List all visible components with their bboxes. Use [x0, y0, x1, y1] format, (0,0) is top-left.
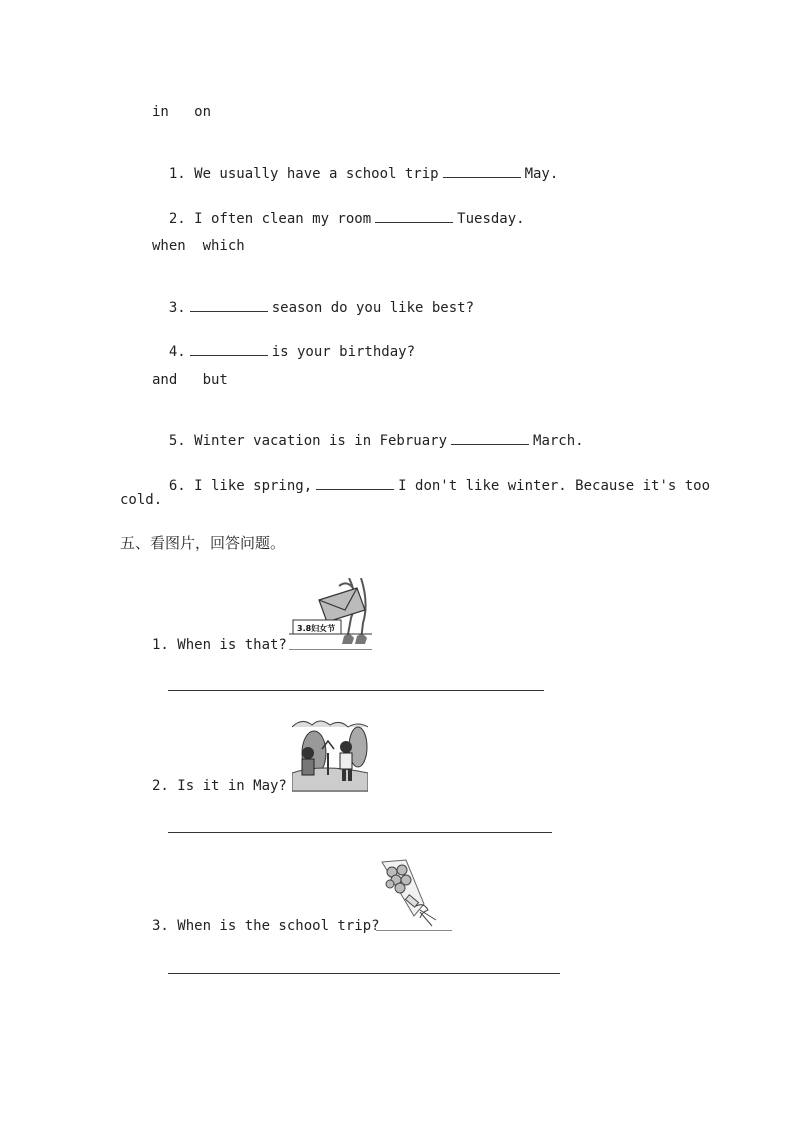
- question-6: [152, 461, 710, 494]
- womens-day-picture: [289, 578, 372, 650]
- picture-question-3: 3. When is the school trip?: [152, 918, 380, 934]
- flowers-icon: [376, 858, 452, 930]
- flower-bouquet-picture: [376, 858, 452, 931]
- word-choice-in-on: in on: [152, 104, 212, 120]
- question-4-number: 4.: [168, 344, 186, 360]
- question-2-end: Tuesday.: [457, 211, 525, 227]
- answer-blank[interactable]: [190, 299, 268, 312]
- question-3-number: 3.: [168, 300, 186, 316]
- picture-question-2: 2. Is it in May?: [152, 778, 287, 794]
- answer-blank[interactable]: [451, 432, 529, 445]
- question-2-text: 2. I often clean my room: [168, 211, 372, 227]
- question-1-text: 1. We usually have a school trip: [168, 166, 439, 182]
- question-4-text: is your birthday?: [271, 344, 416, 360]
- question-4: [152, 327, 415, 360]
- answer-blank[interactable]: [190, 343, 268, 356]
- question-5-end: March.: [533, 433, 584, 449]
- section-5-title: 五、看图片，回答问题。: [120, 534, 286, 552]
- question-6-end: I don't like winter. Because it's too: [398, 478, 711, 494]
- question-1-end: May.: [524, 166, 559, 182]
- question-6-continuation: cold.: [120, 492, 163, 508]
- question-5: [152, 416, 584, 449]
- question-1: [152, 149, 558, 182]
- envelope-icon: [289, 578, 372, 649]
- question-5-text: 5. Winter vacation is in February: [168, 433, 448, 449]
- answer-blank[interactable]: [443, 165, 521, 178]
- question-6-text: 6. I like spring,: [168, 478, 313, 494]
- word-choice-and-but: and but: [152, 372, 228, 388]
- question-2: [152, 194, 525, 227]
- word-choice-when-which: when which: [152, 238, 245, 254]
- tree-planting-icon: [292, 713, 368, 791]
- question-3-text: season do you like best?: [271, 300, 475, 316]
- answer-blank[interactable]: [375, 210, 453, 223]
- tree-planting-picture: [292, 713, 368, 792]
- answer-line-3[interactable]: [168, 973, 560, 974]
- answer-line-1[interactable]: [168, 690, 544, 691]
- picture-question-1: 1. When is that?: [152, 637, 287, 653]
- answer-blank[interactable]: [316, 477, 394, 490]
- question-3: [152, 283, 474, 316]
- answer-line-2[interactable]: [168, 832, 552, 833]
- womens-day-label: 3.8妇女节: [297, 624, 336, 633]
